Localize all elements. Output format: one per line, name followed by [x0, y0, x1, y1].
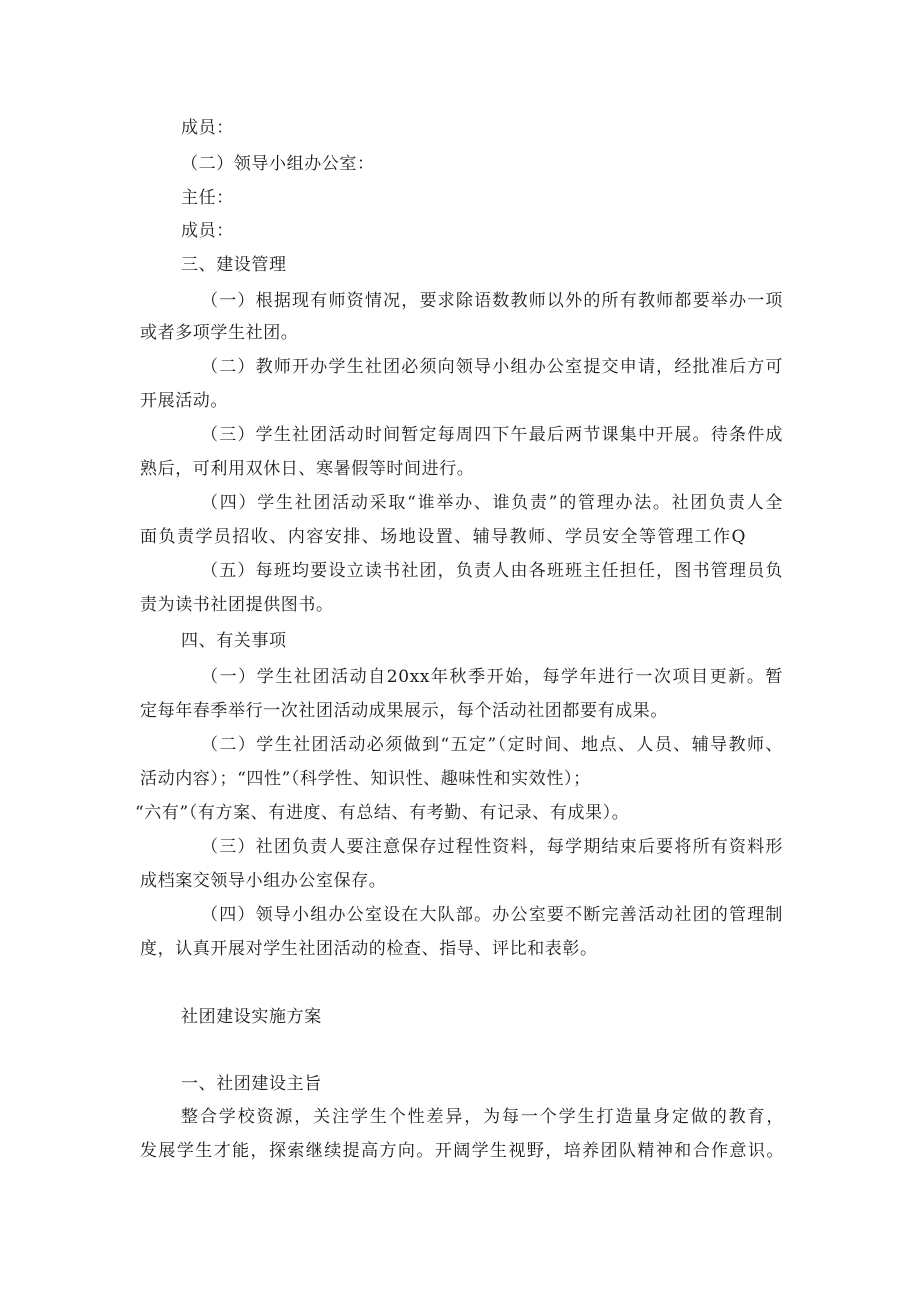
members-label-1: 成员： [181, 118, 234, 138]
director-label: 主任： [181, 188, 234, 208]
office-heading: （二）领导小组办公室： [181, 154, 375, 174]
paragraph-line: （一）学生社团活动自20xx年秋季开始，每学年进行一次项目更新。暂 [201, 667, 783, 687]
paragraph-line: 面负责学员招收、内容安排、场地设置、辅导教师、学员安全等管理工作Q [140, 527, 746, 547]
paragraph-line: （三）社团负责人要注意保存过程性资料，每学期结束后要将所有资料形 [201, 837, 783, 857]
paragraph-line: （一）根据现有师资情况，要求除语数教师以外的所有教师都要举办一项 [201, 291, 783, 311]
paragraph-line: 成档案交领导小组办公室保存。 [140, 871, 387, 891]
paragraph-line: （三）学生社团活动时间暂定每周四下午最后两节课集中开展。待条件成 [201, 425, 783, 445]
paragraph-line: 整合学校资源，关注学生个性差异，为每一个学生打造量身定做的教育， [181, 1107, 784, 1127]
paragraph-line: 定每年春季举行一次社团活动成果展示，每个活动社团都要有成果。 [140, 701, 668, 721]
paragraph-line: （四）学生社团活动采取“谁举办、谁负责”的管理办法。社团负责人全 [201, 493, 783, 513]
paragraph-line: 开展活动。 [140, 391, 228, 411]
paragraph-line: （四）领导小组办公室设在大队部。办公室要不断完善活动社团的管理制 [201, 905, 783, 925]
paragraph-line: 活动内容）；“四性”（科学性、知识性、趣味性和实效性）； [140, 769, 591, 789]
paragraph-line: “六有”（有方案、有进度、有总结、有考勤、有记录、有成果）。 [135, 803, 630, 823]
paragraph-line: 熟后，可利用双休日、寒暑假等时间进行。 [140, 459, 475, 479]
paragraph-line: 度，认真开展对学生社团活动的检查、指导、评比和表彰。 [140, 939, 598, 959]
section-heading-purpose: 一、社团建设主旨 [181, 1074, 322, 1094]
plan-title: 社团建设实施方案 [181, 1007, 322, 1027]
paragraph-line: （五）每班均要设立读书社团，负责人由各班班主任担任，图书管理员负 [201, 561, 783, 581]
paragraph-line: 责为读书社团提供图书。 [140, 595, 334, 615]
paragraph-line: 发展学生才能，探索继续提高方向。开阔学生视野，培养团队精神和合作意识。 [140, 1141, 784, 1161]
paragraph-line: （二）教师开办学生社团必须向领导小组办公室提交申请，经批准后方可 [201, 357, 783, 377]
paragraph-line: 或者多项学生社团。 [140, 323, 299, 343]
members-label-2: 成员： [181, 221, 234, 241]
section-heading-management: 三、建设管理 [181, 255, 287, 275]
paragraph-line: （二）学生社团活动必须做到“五定”（定时间、地点、人员、辅导教师、 [201, 735, 783, 755]
section-heading-matters: 四、有关事项 [181, 631, 287, 651]
